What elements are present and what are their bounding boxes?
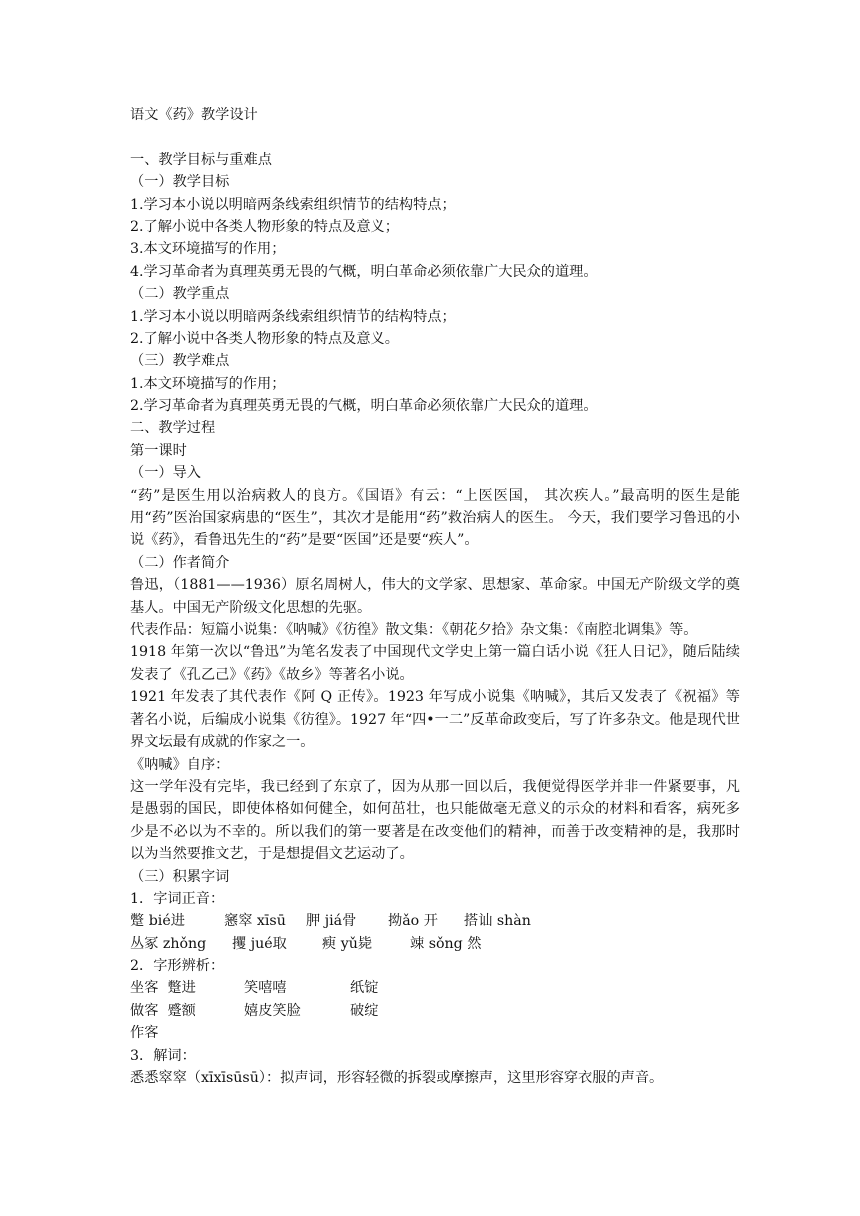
difficulty-item: 2.学习革命者为真理英勇无畏的气概，明白革命必须依靠广大民众的道理。	[130, 398, 598, 415]
shape-item: 坐客 蹩进	[130, 980, 196, 997]
pronunciation-row	[130, 933, 740, 955]
shape-item: 嬉皮笑脸	[244, 1002, 301, 1019]
subheading-difficulties: （三）教学难点	[130, 353, 230, 370]
shape-item: 笑嘻嘻	[244, 980, 287, 997]
shape-item: 作客	[130, 1025, 159, 1042]
preface-heading: 《呐喊》自序：	[130, 756, 230, 773]
shape-row	[130, 977, 740, 999]
blank-line	[130, 126, 740, 148]
subheading-author: （二）作者简介	[130, 554, 230, 571]
pronunciation-item: 攫 jué取	[232, 935, 287, 952]
define-paragraph: 悉悉窣窣（xīxīsūsū）：拟声词，形容轻微的拆裂或摩擦声，这里形容穿衣服的声音。	[130, 1070, 664, 1087]
goal-item: 3.本文环境描写的作用；	[130, 241, 286, 258]
preface-paragraph: 这一学年没有完毕，我已经到了东京了，因为从那一回以后，我便觉得医学并非一件紧要事，凡是愚弱的国民，即使体格如何健全，如何茁壮，也只能做毫无意义的示众的材料和看客，病死多少是不必以为不幸的。所以我们的第一要著是在改变他们的精神，而善于改变精神的是，我那时以为当然要推文艺，于是想提倡文艺运动了。	[130, 778, 740, 863]
subheading-intro: （一）导入	[130, 465, 201, 482]
paragraph-1918: 1918 年第一次以“鲁迅”为笔名发表了中国现代文学史上第一篇白话小说《狂人日记》，随后陆续发表了《孔乙己》《药》《故乡》等著名小说。	[130, 644, 740, 683]
define-heading: 3．解词：	[130, 1047, 196, 1064]
pronunciation-item: 窸窣 xīsū	[224, 913, 286, 930]
shape-row	[130, 1022, 740, 1044]
document-title: 语文《药》教学设计	[130, 107, 258, 123]
subheading-vocab: （三）积累字词	[130, 868, 230, 885]
document-body	[130, 104, 740, 1089]
difficulty-item: 1.本文环境描写的作用；	[130, 375, 286, 392]
pronunciation-item: 瘐 yǔ毙	[322, 935, 373, 952]
lesson-label: 第一课时	[130, 442, 187, 459]
pronunciation-item: 蹩 bié进	[130, 913, 185, 930]
goal-item: 1.学习本小说以明暗两条线索组织情节的结构特点；	[130, 196, 456, 213]
pronunciation-heading: 1．字词正音：	[130, 890, 225, 907]
goal-item: 2.了解小说中各类人物形象的特点及意义；	[130, 218, 399, 235]
shape-item: 破绽	[350, 1002, 379, 1019]
goal-item: 4.学习革命者为真理英勇无畏的气概，明白革命必须依靠广大民众的道理。	[130, 263, 598, 280]
section-heading-process: 二、教学过程	[130, 420, 216, 437]
pronunciation-item: 拗ǎo 开	[388, 913, 438, 930]
shape-row	[130, 1000, 740, 1022]
subheading-goals: （一）教学目标	[130, 174, 230, 191]
shape-heading: 2．字形辨析：	[130, 958, 225, 975]
works-paragraph: 代表作品：短篇小说集：《呐喊》《彷徨》散文集：《朝花夕拾》杂文集：《南腔北调集》等。	[130, 622, 698, 639]
pronunciation-item: 丛冢 zhǒng	[130, 935, 207, 952]
shape-item: 做客 蹙额	[130, 1002, 196, 1019]
key-point-item: 1.学习本小说以明暗两条线索组织情节的结构特点；	[130, 308, 456, 325]
subheading-key-points: （二）教学重点	[130, 286, 230, 303]
key-point-item: 2.了解小说中各类人物形象的特点及意义。	[130, 330, 399, 347]
intro-paragraph: “药”是医生用以治病救人的良方。《国语》有云：“上医医国， 其次疾人。”最高明的医生是能用“药”医治国家病患的“医生”，其次才是能用“药”救治病人的医生。 今天，我们要学习鲁迅的小说《药》，看鲁迅先生的“药”是要“医国”还是要“疾人”。	[130, 487, 740, 549]
section-heading-objectives: 一、教学目标与重难点	[130, 151, 272, 168]
pronunciation-row	[130, 910, 740, 932]
author-paragraph: 鲁迅，（1881——1936）原名周树人，伟大的文学家、思想家、革命家。中国无产阶级文学的奠基人。中国无产阶级文化思想的先驱。	[130, 577, 740, 616]
pronunciation-item: 竦 sǒng 然	[410, 935, 482, 952]
paragraph-1921: 1921 年发表了其代表作《阿 Q 正传》。1923 年写成小说集《呐喊》，其后又发表了《祝福》等著名小说，后编成小说集《彷徨》。1927 年“四•一二”反革命政变后，写了许多杂文。他是现代世界文坛最有成就的作家之一。	[130, 689, 740, 751]
pronunciation-item: 搭讪 shàn	[464, 913, 531, 930]
pronunciation-item: 胛 jiá骨	[306, 913, 357, 930]
shape-item: 纸锭	[350, 980, 379, 997]
